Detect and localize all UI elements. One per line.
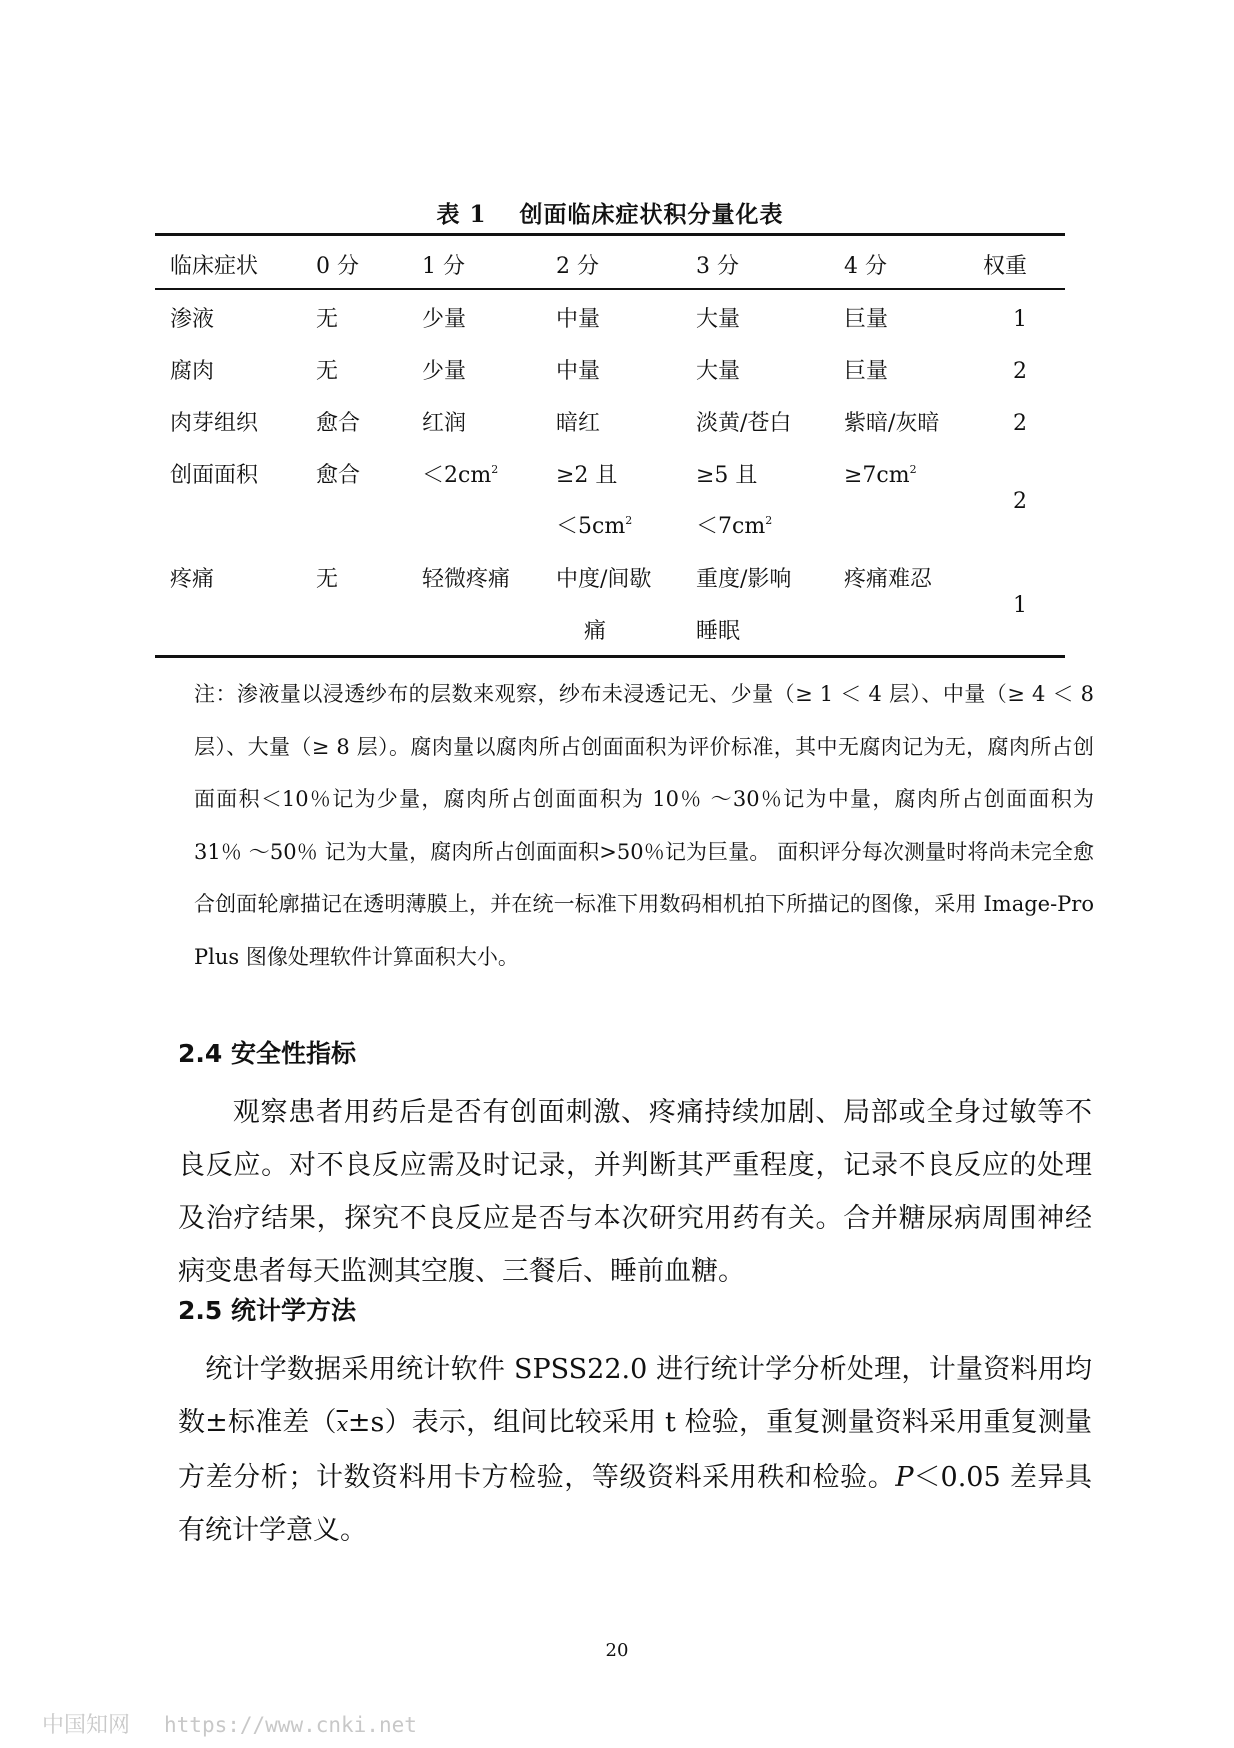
watermark-url: https://www.cnki.net xyxy=(164,1713,417,1737)
table-header-rule xyxy=(155,288,1065,290)
table-cell: 重度/影响 xyxy=(696,567,792,592)
table-header-cell: 临床症状 xyxy=(170,254,259,279)
cell-text: ＜7cm xyxy=(696,514,766,539)
table-cell: 中度/间歇 xyxy=(556,567,652,592)
page-number: 20 xyxy=(605,1640,629,1661)
table-header-cell: 3 分 xyxy=(696,254,739,279)
table-cell: 痛 xyxy=(584,619,607,644)
table-cell: 愈合 xyxy=(316,463,361,488)
table-cell: 巨量 xyxy=(844,307,889,332)
table-cell xyxy=(844,461,917,491)
section-paragraph xyxy=(178,1086,1092,1298)
table-note: 注：渗液量以浸透纱布的层数来观察，纱布未浸透记无、少量（≥ 1 ＜ 4 层）、中量（≥ 4 ＜ 8 层）、大量（≥ 8 层）。腐肉量以腐肉所占创面面积为评价标准，其中无腐肉记为无，腐肉所占创面面积＜10％记为少量，腐肉所占创面面积为 10％ ～30％记为中量，腐肉所占创面面积为 31％ ～50％ 记为大量，腐肉所占创面面积>50％记为巨量。 面积评分每次测量时将尚未完全愈合创面轮廓描记在透明薄膜上，并在统一标准下用数码相机拍下所描记的图像，采用 Image-Pro Plus 图像处理软件计算面积大小。 xyxy=(194,682,1094,969)
paragraph-text: 统计学数据采用统计软件 SPSS22.0 进行统计学分析处理，计量资料用均数±标准差（ xyxy=(178,1354,1092,1438)
section-heading: 2.4 安全性指标 xyxy=(178,1039,356,1068)
cell-text: ＜5cm xyxy=(556,514,626,539)
table-cell xyxy=(556,512,632,542)
paragraph-text: ＜0.05 差异具有统计学意义。 xyxy=(178,1462,1093,1546)
table-cell xyxy=(422,461,498,491)
table-cell: 巨量 xyxy=(844,359,889,384)
section-heading: 2.5 统计学方法 xyxy=(178,1296,356,1325)
table-cell: 创面面积 xyxy=(170,463,259,488)
table-header-cell: 权重 xyxy=(983,254,1028,279)
superscript: 2 xyxy=(909,463,917,476)
table-cell: ≥5 且 xyxy=(696,463,758,488)
table-cell xyxy=(696,512,772,542)
table-cell: 睡眠 xyxy=(696,619,741,644)
table-cell: 紫暗/灰暗 xyxy=(844,411,940,436)
watermark xyxy=(42,1708,417,1739)
table-cell: 疼痛 xyxy=(170,567,215,592)
table-cell: 愈合 xyxy=(316,411,361,436)
table-cell: 红润 xyxy=(422,411,467,436)
mean-symbol: $\overline{x}$ xyxy=(336,1412,348,1436)
table-cell-weight: 2 xyxy=(1013,359,1027,384)
table-cell: 中量 xyxy=(556,359,601,384)
table-cell-weight: 1 xyxy=(1013,307,1027,332)
paragraph-text: 观察患者用药后是否有创面刺激、疼痛持续加剧、局部或全身过敏等不良反应。对不良反应需及时记录，并判断其严重程度，记录不良反应的处理及治疗结果，探究不良反应是否与本次研究用药有关。合并糖尿病周围神经病变患者每天监测其空腹、三餐后、睡前血糖。 xyxy=(178,1097,1092,1287)
table-cell: 疼痛难忍 xyxy=(844,567,933,592)
cell-text: ＜2cm xyxy=(422,463,492,488)
table-cell-weight: 2 xyxy=(1013,489,1027,514)
watermark-brand: 中国知网 xyxy=(42,1713,131,1738)
table-cell: 渗液 xyxy=(170,307,215,332)
table-cell: 无 xyxy=(316,307,339,332)
superscript: 2 xyxy=(491,463,499,476)
table-cell: 暗红 xyxy=(556,411,601,436)
table-cell: 轻微疼痛 xyxy=(422,567,511,592)
section-paragraph xyxy=(178,1343,1092,1557)
table-cell: 肉芽组织 xyxy=(170,411,259,436)
table-header-cell: 4 分 xyxy=(844,254,887,279)
table-cell-weight: 2 xyxy=(1013,411,1027,436)
table-cell: 淡黄/苍白 xyxy=(696,411,792,436)
table-cell: 中量 xyxy=(556,307,601,332)
table-caption: 表 1 创面临床症状积分量化表 xyxy=(436,201,784,228)
paragraph-text: ±s）表示，组间比较采用 t 检验，重复测量资料采用重复测量方差分析；计数资料用卡方检验，等级资料采用秩和检验。 xyxy=(178,1407,1092,1493)
table-cell: 大量 xyxy=(696,307,741,332)
table-cell: 少量 xyxy=(422,359,467,384)
superscript: 2 xyxy=(625,514,633,527)
table-cell: ≥2 且 xyxy=(556,463,618,488)
table-top-rule xyxy=(155,233,1065,236)
table-cell: 大量 xyxy=(696,359,741,384)
superscript: 2 xyxy=(765,514,773,527)
table-bottom-rule xyxy=(155,655,1065,658)
table-cell: 腐肉 xyxy=(170,359,215,384)
table-header-cell: 2 分 xyxy=(556,254,599,279)
table-cell: 无 xyxy=(316,359,339,384)
table-cell-weight: 1 xyxy=(1013,593,1027,618)
table-cell: 无 xyxy=(316,567,339,592)
p-value-symbol: P xyxy=(895,1462,914,1493)
table-header-cell: 1 分 xyxy=(422,254,465,279)
cell-text: ≥7cm xyxy=(844,463,910,488)
table-cell: 少量 xyxy=(422,307,467,332)
table-header-cell: 0 分 xyxy=(316,254,359,279)
